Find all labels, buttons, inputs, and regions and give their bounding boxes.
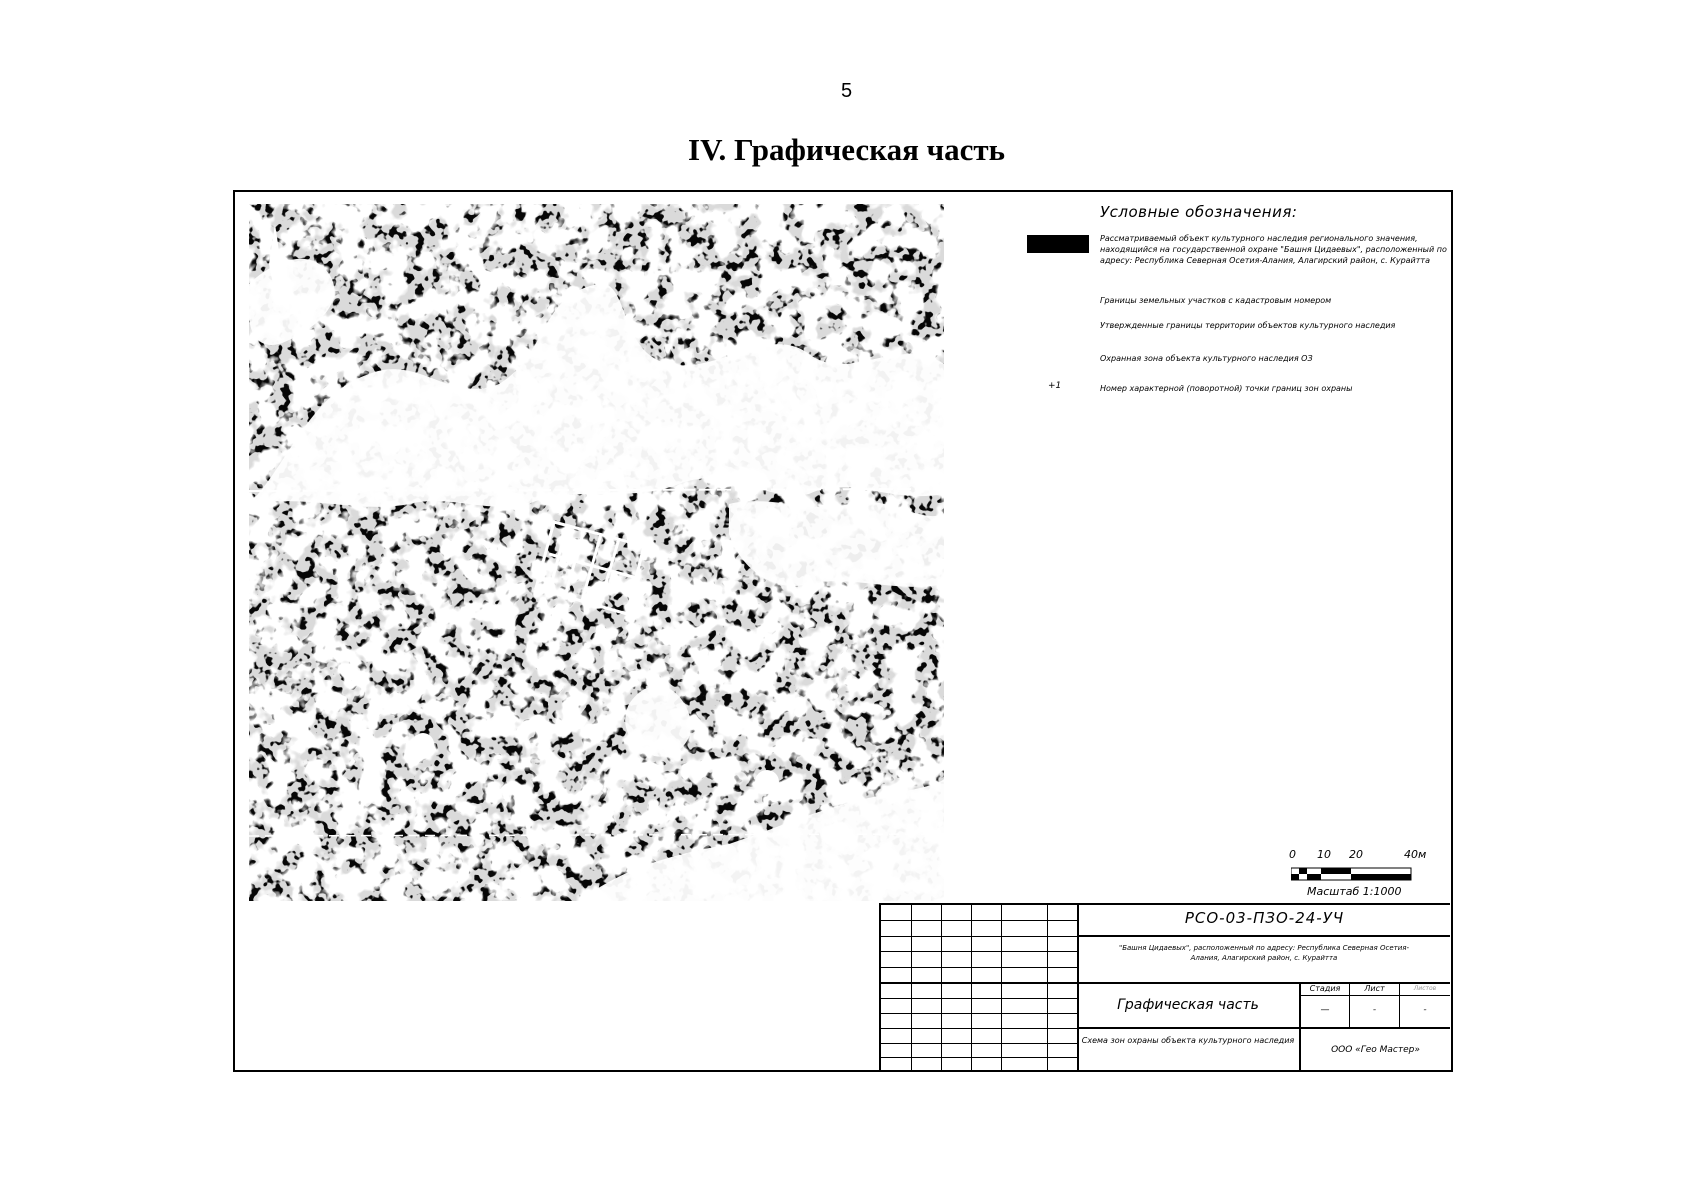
legend-title: Условные обозначения:: [1100, 203, 1298, 221]
tb-grid-line: [881, 1013, 1077, 1014]
tb-grid-line: [881, 967, 1077, 968]
header-sheet: Лист: [1364, 984, 1385, 993]
scale-tick-10: 10: [1317, 848, 1331, 861]
tb-section-line: [1077, 935, 1450, 937]
page-title: IV. Графическая часть: [688, 132, 1005, 167]
satellite-map: [249, 204, 944, 901]
tb-grid-line: [941, 905, 942, 1071]
tb-grid-line: [881, 982, 1077, 984]
scale-bar: [1289, 848, 1427, 902]
company-name: ООО «Гео Мастер»: [1331, 1045, 1420, 1055]
tb-grid-line: [881, 1057, 1077, 1058]
legend-item-land-parcels: Границы земельных участков с кадастровым номером: [1100, 296, 1332, 305]
scale-graphic: [1291, 862, 1421, 886]
scale-tick-40: 40м: [1404, 848, 1427, 861]
tb-grid-line: [911, 905, 912, 1071]
scale-tick-0: 0: [1289, 848, 1296, 861]
document-code: РСО-03-ПЗО-24-УЧ: [1184, 909, 1345, 927]
drawing-name: Схема зон охраны объекта культурного наследия: [1081, 1036, 1295, 1045]
tb-grid-line: [881, 1028, 1077, 1029]
title-block: [879, 903, 1450, 1071]
tb-grid-line: [881, 998, 1077, 999]
header-stage: Стадия: [1309, 984, 1341, 993]
tb-grid-line: [1077, 905, 1079, 1071]
scale-caption: Масштаб 1:1000: [1307, 885, 1402, 898]
tb-grid-line: [881, 920, 1077, 921]
section-name: Графическая часть: [1117, 997, 1259, 1013]
legend-swatch-heritage-object: [1027, 235, 1089, 253]
legend-item-approved-boundaries: Утвержденные границы территории объектов культурного наследия: [1100, 321, 1396, 330]
tb-section-line: [1299, 995, 1450, 996]
tb-grid-line: [971, 905, 972, 1071]
legend-item-heritage-object: Рассматриваемый объект культурного наследия регионального значения, находящийся на государственной охране "Башня Цидаевых", расположенный по адресу: Республика Северная Осетия-Алания, Алагирский район, с. Курайтта: [1100, 234, 1447, 265]
object-description: "Башня Цидаевых", расположенный по адресу: Республика Северная Осетия-Алания, Алагирский район, с. Курайтта: [1119, 944, 1409, 962]
tb-grid-line: [881, 1043, 1077, 1044]
scale-tick-20: 20: [1349, 848, 1363, 861]
cell-sheets: -: [1423, 1005, 1427, 1015]
tb-section-line: [1077, 1027, 1450, 1029]
tb-grid-line: [881, 951, 1077, 952]
tb-grid-line: [881, 936, 1077, 937]
tb-grid-line: [1001, 905, 1002, 1071]
satellite-map-image: [249, 204, 944, 901]
page-number: 5: [840, 80, 853, 102]
header-sheets: Листов: [1413, 985, 1437, 992]
tb-grid-line: [1047, 905, 1048, 1071]
legend-item-point-number: Номер характерной (поворотной) точки границ зон охраны: [1100, 384, 1353, 393]
cell-stage: —: [1320, 1005, 1330, 1015]
legend-item-protection-zone: Охранная зона объекта культурного наследия ОЗ: [1100, 354, 1313, 363]
legend-marker-point: +1: [1048, 381, 1062, 391]
cell-sheet: -: [1372, 1005, 1377, 1015]
